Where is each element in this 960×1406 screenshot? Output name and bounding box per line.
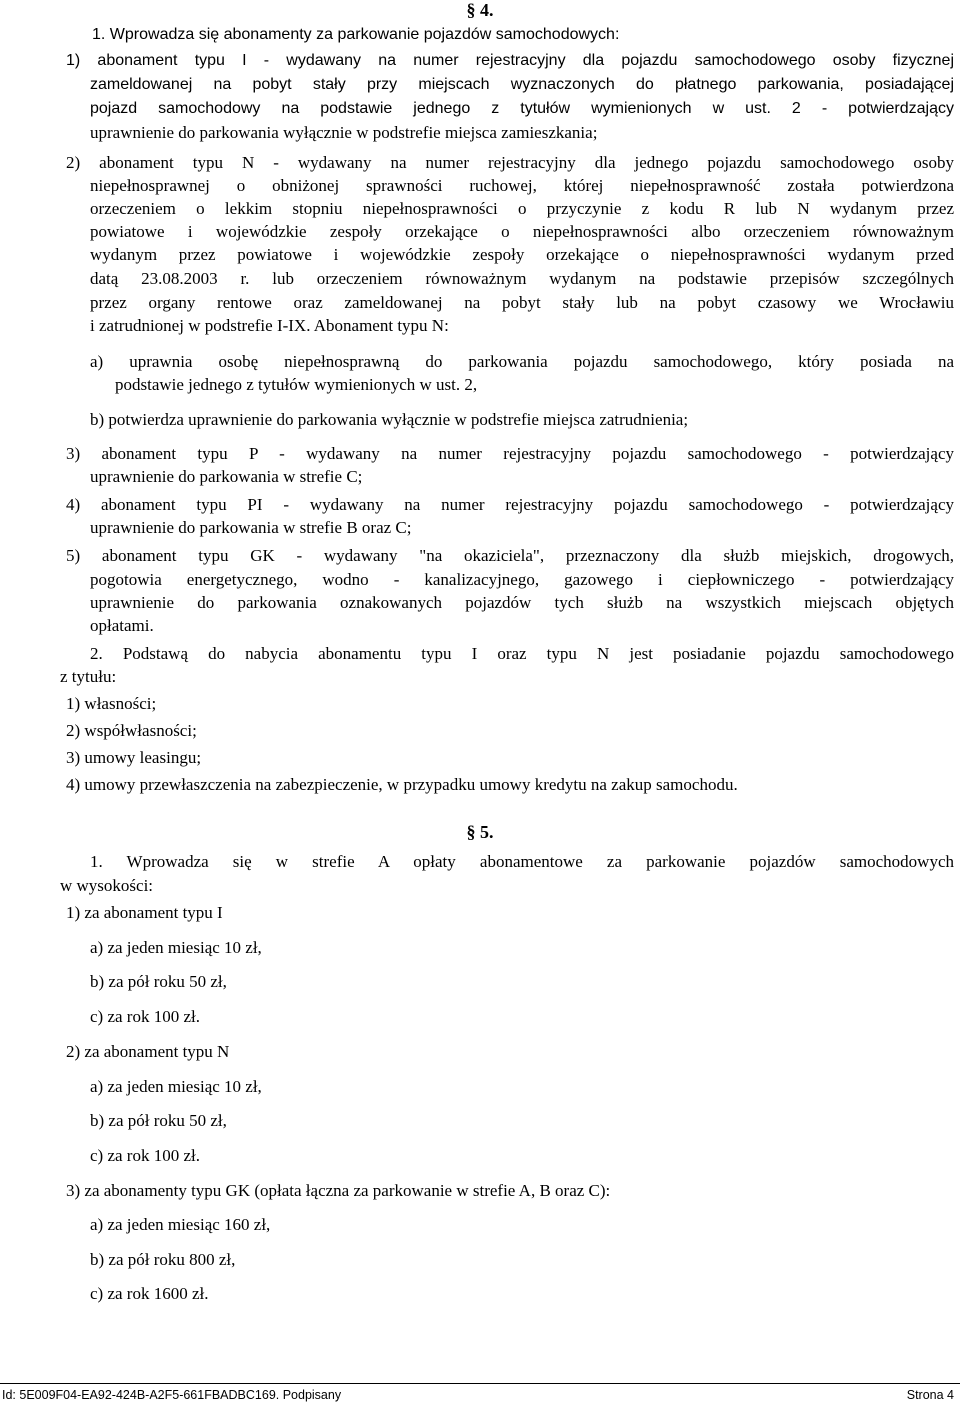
fee-group-1-month: a) za jeden miesiąc 10 zł, [90, 938, 262, 957]
fee-group-3-half-year: b) za pół roku 800 zł, [90, 1250, 236, 1269]
fee-group-2: 2) za abonament typu N [66, 1042, 230, 1061]
item-1-line-3: pojazd samochodowy na podstawie jednego z tytułów wymienionych w ust. 2 - potwierdzający [90, 100, 954, 117]
title-item-1: 1) własności; [66, 694, 157, 713]
item-2-line-4: powiatowe i wojewódzkie zespoły orzekające o niepełnosprawności albo orzeczeniem równoważnym [90, 222, 954, 241]
section-5-heading: § 5. [466, 822, 494, 842]
item-5-line-2: pogotowia energetycznego, wodno - kanalizacyjnego, gazowego i ciepłowniczego - potwierdzający [90, 570, 954, 589]
fee-group-2-year: c) za rok 100 zł. [90, 1146, 200, 1165]
fee-group-1-half-year: b) za pół roku 50 zł, [90, 972, 227, 991]
item-5-line-1: 5) abonament typu GK - wydawany "na okaziciela", przeznaczony dla służb miejskich, drogowych, [66, 546, 954, 565]
section-5-paragraph-1-line-1: 1. Wprowadza się w strefie A opłaty abonamentowe za parkowanie pojazdów samochodowych [90, 852, 954, 871]
item-2-line-1: 2) abonament typu N - wydawany na numer rejestracyjny dla jednego pojazdu samochodowego osoby [66, 153, 954, 172]
section-4-heading: § 4. [466, 0, 494, 20]
fee-group-3-year: c) za rok 1600 zł. [90, 1284, 209, 1303]
item-1-line-2: zameldowanej na pobyt stały przy miejscach wyznaczonych do płatnego parkowania, posiadającej [90, 76, 954, 93]
fee-group-2-half-year: b) za pół roku 50 zł, [90, 1111, 227, 1130]
item-2-line-3: orzeczeniem o lekkim stopniu niepełnosprawności o przyczynie z kodu R lub N wydanym przez [90, 199, 954, 218]
fee-group-2-month: a) za jeden miesiąc 10 zł, [90, 1077, 262, 1096]
title-item-2: 2) współwłasności; [66, 721, 197, 740]
footer-divider [0, 1383, 960, 1384]
section-4-paragraph-2-line-1: 2. Podstawą do nabycia abonamentu typu I oraz typu N jest posiadanie pojazdu samochodowego [90, 644, 954, 663]
document-id: Id: 5E009F04-EA92-424B-A2F5-661FBADBC169. Podpisany [2, 1388, 342, 1402]
item-4-line-2: uprawnienie do parkowania w strefie B oraz C; [90, 518, 412, 537]
item-5-line-3: uprawnienie do parkowania oznakowanych pojazdów tych służb na wszystkich miejscach objętych [90, 593, 954, 612]
fee-group-1-year: c) za rok 100 zł. [90, 1007, 200, 1026]
title-item-4: 4) umowy przewłaszczenia na zabezpieczenie, w przypadku umowy kredytu na zakup samochodu. [66, 775, 738, 794]
item-2-line-2: niepełnosprawnej o obniżonej sprawności ruchowej, której niepełnosprawność została potwierdzona [90, 176, 954, 195]
item-2b: b) potwierdza uprawnienie do parkowania wyłącznie w podstrefie miejsca zatrudnienia; [90, 410, 689, 429]
item-3-line-2: uprawnienie do parkowania w strefie C; [90, 467, 363, 486]
title-item-3: 3) umowy leasingu; [66, 748, 202, 767]
item-5-line-4: opłatami. [90, 616, 154, 635]
item-2-line-8: i zatrudnionej w podstrefie I-IX. Abonament typu N: [90, 316, 449, 335]
item-3-line-1: 3) abonament typu P - wydawany na numer rejestracyjny pojazdu samochodowego - potwierdzający [66, 444, 954, 463]
section-5-paragraph-1-line-2: w wysokości: [60, 876, 154, 895]
item-2-line-5: wydanym przez powiatowe i wojewódzkie zespoły orzekające o niepełnosprawności wydanym przed [90, 245, 954, 264]
item-2a-line-2: podstawie jednego z tytułów wymienionych w ust. 2, [115, 375, 478, 394]
item-4-line-1: 4) abonament typu PI - wydawany na numer rejestracyjny pojazdu samochodowego - potwierdzający [66, 495, 954, 514]
fee-group-3-month: a) za jeden miesiąc 160 zł, [90, 1215, 271, 1234]
section-4-paragraph-2-line-2: z tytułu: [60, 667, 117, 686]
item-1-line-4: uprawnienie do parkowania wyłącznie w podstrefie miejsca zamieszkania; [90, 123, 598, 142]
item-2a-line-1: a) uprawnia osobę niepełnosprawną do parkowania pojazdu samochodowego, który posiada na [90, 352, 954, 371]
item-1-line-1: 1) abonament typu I - wydawany na numer rejestracyjny dla pojazdu samochodowego osoby fizycznej [66, 52, 954, 69]
fee-group-3: 3) za abonamenty typu GK (opłata łączna za parkowanie w strefie A, B oraz C): [66, 1181, 611, 1200]
item-2-line-6: datą 23.08.2003 r. lub orzeczeniem równoważnym wydanym na podstawie przepisów szczególnych [90, 269, 954, 288]
fee-group-1: 1) za abonament typu I [66, 903, 223, 922]
page-number: Strona 4 [906, 1388, 954, 1402]
item-2-line-7: przez organy rentowe oraz zameldowanej na pobyt stały lub na pobyt czasowy we Wrocławiu [90, 293, 954, 312]
section-4-paragraph-1-intro: 1. Wprowadza się abonamenty za parkowanie pojazdów samochodowych: [92, 26, 620, 43]
